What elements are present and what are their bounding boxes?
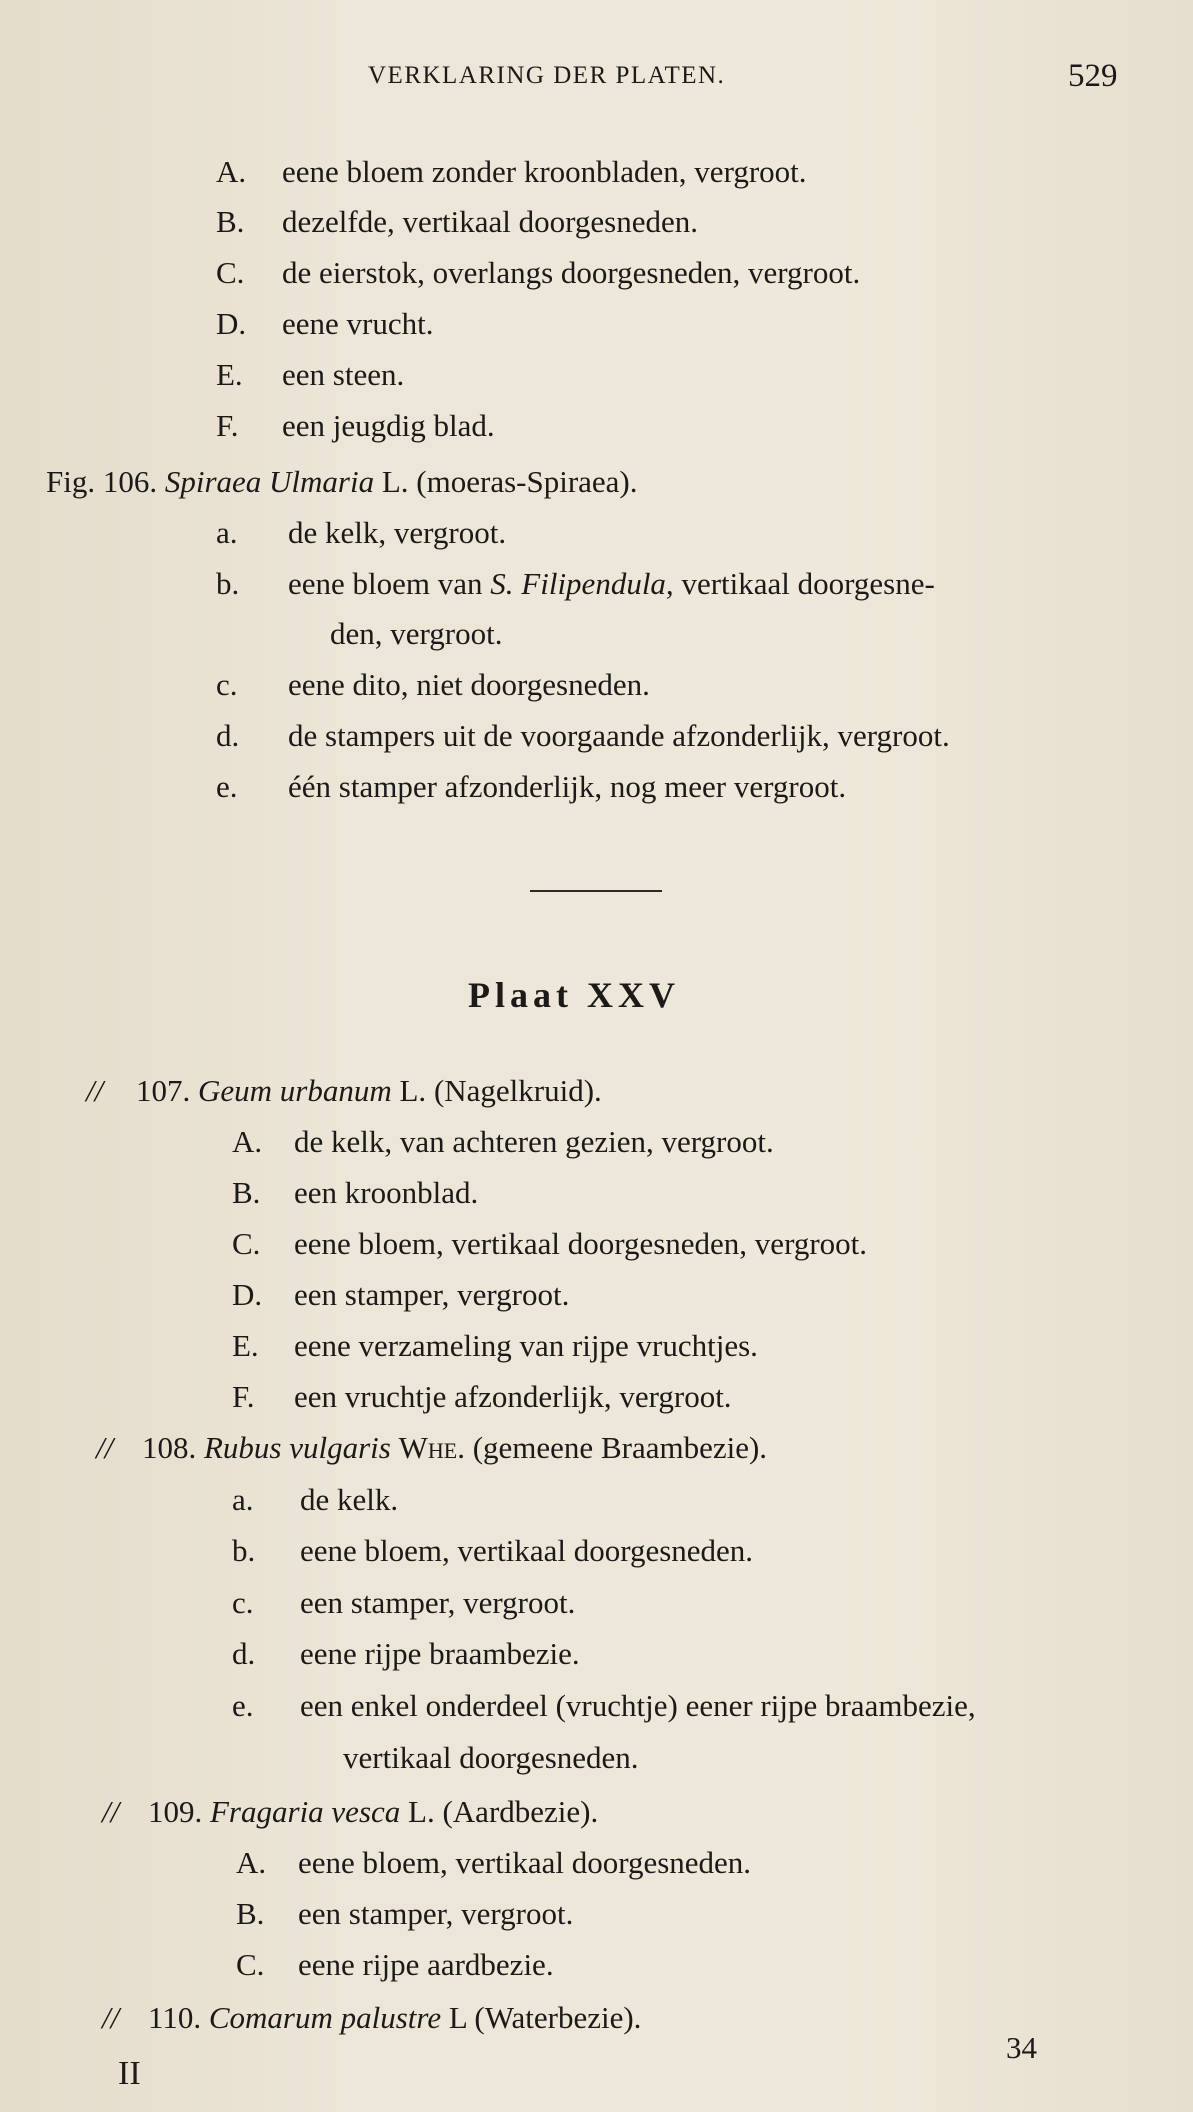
list-item: C. eene rijpe aardbezie. — [236, 1947, 554, 1982]
section-rule — [530, 890, 662, 892]
list-item: A. de kelk, van achteren gezien, vergroot. — [232, 1124, 774, 1159]
signature-mark-left: II — [118, 2055, 141, 2092]
list-item: F. een jeugdig blad. — [216, 408, 495, 443]
plate-title: Plaat XXV — [468, 975, 680, 1015]
list-item: C. eene bloem, vertikaal doorgesneden, vergroot. — [232, 1226, 868, 1261]
figure-heading-110: // 110. Comarum palustre L (Waterbezie). — [102, 2000, 642, 2035]
list-item: A. eene bloem zonder kroonbladen, vergroot. — [216, 154, 807, 189]
list-item: B. een kroonblad. — [232, 1175, 479, 1210]
list-item: d. de stampers uit de voorgaande afzonderlijk, vergroot. — [216, 718, 950, 753]
list-item: B. een stamper, vergroot. — [236, 1896, 574, 1931]
list-item: D. eene vrucht. — [216, 306, 434, 341]
list-item: F. een vruchtje afzonderlijk, vergroot. — [232, 1379, 732, 1414]
list-item: b. eene bloem, vertikaal doorgesneden. — [232, 1533, 754, 1568]
list-item-continuation: vertikaal doorgesneden. — [343, 1740, 639, 1775]
page-number: 529 — [1068, 58, 1118, 94]
figure-heading-108: // 108. Rubus vulgaris Whe. (gemeene Braambezie). — [96, 1430, 768, 1465]
signature-mark-right: 34 — [1006, 2030, 1037, 2065]
list-item: D. een stamper, vergroot. — [232, 1277, 570, 1312]
list-item: a. de kelk. — [232, 1482, 399, 1517]
list-item: c. eene dito, niet doorgesneden. — [216, 667, 650, 702]
running-header: VERKLARING DER PLATEN. — [368, 62, 726, 89]
list-item: E. een steen. — [216, 357, 405, 392]
list-item: e. één stamper afzonderlijk, nog meer vergroot. — [216, 769, 847, 804]
list-item: C. de eierstok, overlangs doorgesneden, vergroot. — [216, 255, 861, 290]
list-item: e. een enkel onderdeel (vruchtje) eener rijpe braambezie, — [232, 1688, 976, 1723]
list-item: d. eene rijpe braambezie. — [232, 1636, 580, 1671]
list-item: b. eene bloem van S. Filipendula, vertikaal doorgesne- — [216, 566, 935, 601]
list-item: A. eene bloem, vertikaal doorgesneden. — [236, 1845, 752, 1880]
figure-heading-109: // 109. Fragaria vesca L. (Aardbezie). — [102, 1794, 599, 1829]
figure-heading-106: Fig. 106. Spiraea Ulmaria L. (moeras-Spiraea). — [46, 464, 638, 499]
list-item: c. een stamper, vergroot. — [232, 1585, 576, 1620]
figure-heading-107: // 107. Geum urbanum L. (Nagelkruid). — [86, 1073, 602, 1108]
list-item: E. eene verzameling van rijpe vruchtjes. — [232, 1328, 758, 1363]
list-item-continuation: den, vergroot. — [330, 616, 503, 651]
list-item: a. de kelk, vergroot. — [216, 515, 507, 550]
list-item: B. dezelfde, vertikaal doorgesneden. — [216, 204, 699, 239]
